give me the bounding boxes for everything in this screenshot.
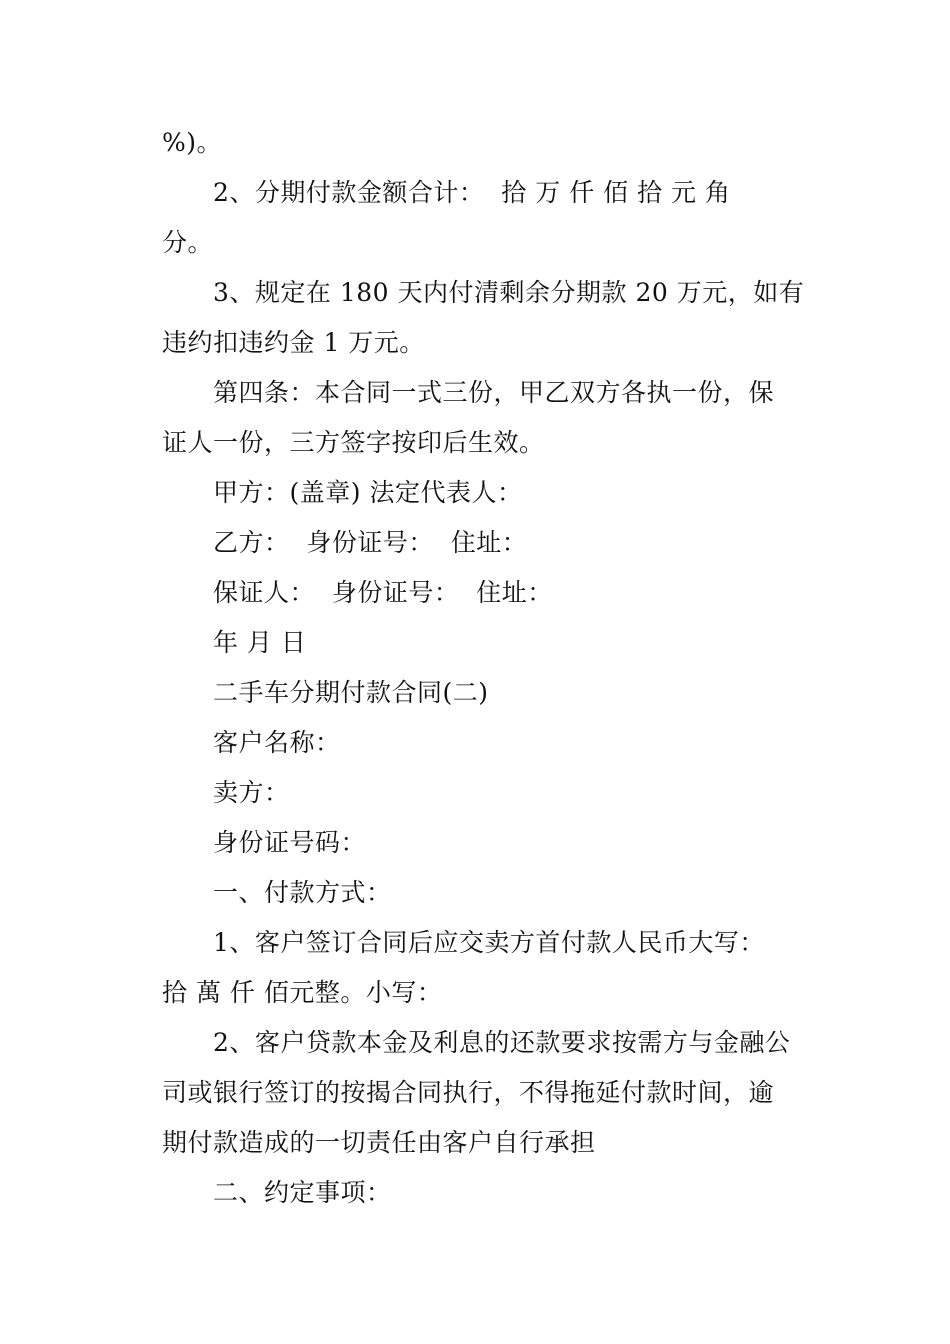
text-line: 甲方：(盖章) 法定代表人： (213, 478, 523, 507)
text-line: %)。 (162, 128, 223, 157)
text-line: 乙方： 身份证号： 住址： (213, 528, 528, 557)
text-line: 卖方： (213, 778, 290, 807)
section-heading: 二、约定事项： (213, 1178, 392, 1207)
section-heading: 一、付款方式： (213, 878, 392, 907)
text-line: 身份证号码： (213, 828, 367, 857)
text-line: 年 月 日 (213, 628, 307, 657)
text-line: 拾 萬 仟 佰元整。小写： (162, 978, 443, 1007)
text-line: 违约扣违约金 1 万元。 (162, 328, 425, 357)
section-title: 二手车分期付款合同(二) (213, 678, 489, 707)
text-line: 1、客户签订合同后应交卖方首付款人民币大写： (213, 928, 765, 957)
text-line: 客户名称： (213, 728, 341, 757)
text-line: 2、分期付款金额合计： 拾 万 仟 佰 拾 元 角 (213, 178, 731, 207)
text-line: 证人一份，三方签字按印后生效。 (162, 428, 545, 457)
text-line: 2、客户贷款本金及利息的还款要求按需方与金融公 (213, 1028, 791, 1057)
text-line: 第四条：本合同一式三份，甲乙双方各执一份，保 (213, 378, 775, 407)
text-line: 分。 (162, 228, 214, 257)
text-line: 期付款造成的一切责任由客户自行承担 (162, 1128, 596, 1157)
text-line: 3、规定在 180 天内付清剩余分期款 20 万元，如有 (213, 278, 805, 307)
text-line: 司或银行签订的按揭合同执行，不得拖延付款时间，逾 (162, 1078, 775, 1107)
text-line: 保证人： 身份证号： 住址： (213, 578, 553, 607)
